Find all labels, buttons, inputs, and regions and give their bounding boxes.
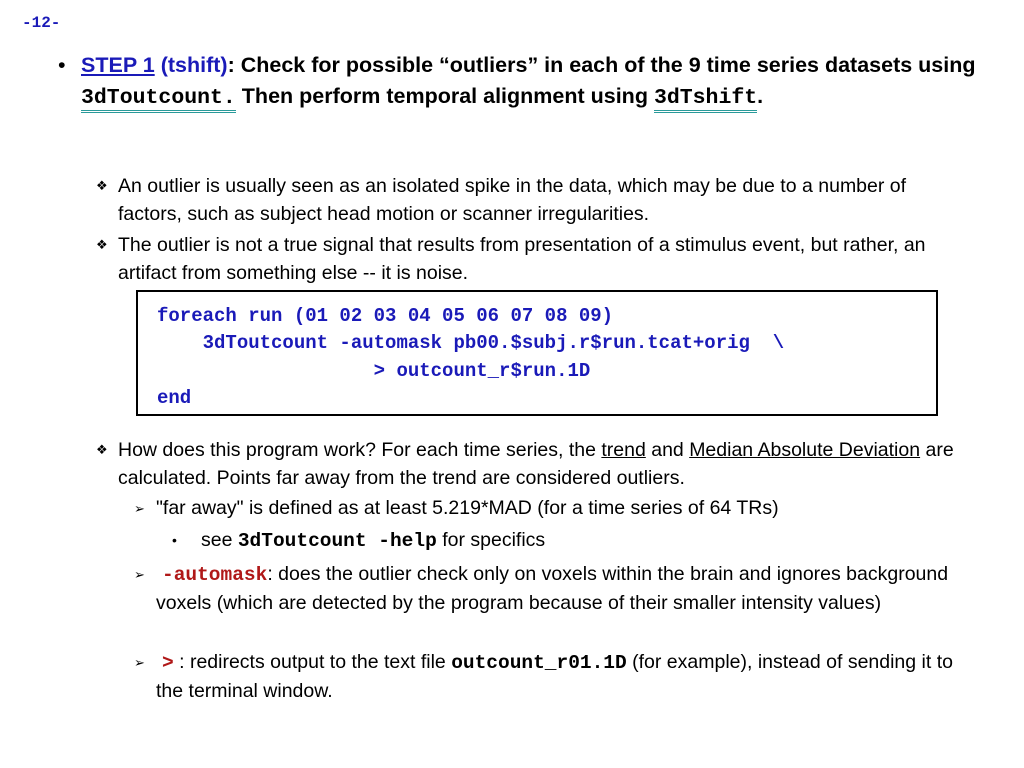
far-away-text: "far away" is defined as at least 5.219*MAD (for a time series of 64 TRs) [156, 497, 779, 519]
diamond-bullet-icon: ❖ [96, 178, 108, 193]
main-colon: : [227, 53, 235, 77]
automask-flag: -automask [162, 564, 268, 586]
how-text-post: are calculated. Points far away from the trend are considered outliers. [118, 439, 954, 489]
sub-bullet-outlier-noise [96, 231, 966, 287]
how-text-and: and [645, 439, 690, 461]
redirect-flag: > [162, 652, 174, 674]
trend-term: trend [601, 439, 646, 461]
main-text-a: Check for possible “outliers” in each of the 9 time series datasets using [234, 53, 976, 77]
sub-bullet-text: The outlier is not a true signal that results from presentation of a stimulus event, but rather, an artifact from something else -- it is noise. [118, 234, 926, 284]
sub-bullet-outlier-def [96, 172, 966, 228]
arrow-bullet-icon: ➢ [134, 501, 145, 516]
redirect-file: outcount_r01.1D [451, 652, 627, 674]
automask-item [134, 560, 969, 617]
automask-text: : does the outlier check only on voxels within the brain and ignores background voxels (which are detected by the program because of their smaller intensity values) [156, 563, 949, 614]
how-text-pre: How does this program work? For each time series, the [118, 439, 602, 461]
redirect-pre: : redirects output to the text file [173, 651, 452, 673]
dot-bullet-icon: • [172, 532, 177, 548]
code-line-1: foreach run (01 02 03 04 05 06 07 08 09) [157, 305, 614, 327]
cmd-3dtshift: 3dTshift [654, 86, 757, 113]
diamond-bullet-icon: ❖ [96, 237, 108, 252]
redirect-item [134, 648, 969, 705]
code-line-4: end [157, 387, 192, 409]
diamond-bullet-icon: ❖ [96, 442, 108, 457]
main-bullet-dot: • [58, 53, 66, 77]
mad-term: Median Absolute Deviation [689, 439, 921, 461]
far-away-item [134, 494, 969, 522]
code-line-2: 3dToutcount -automask pb00.$subj.r$run.tcat+orig \ [157, 332, 785, 354]
main-text-b: Then perform temporal alignment using [235, 84, 654, 108]
main-bullet [58, 50, 978, 114]
tshift-label: (tshift) [160, 53, 228, 77]
see-pre: see [201, 529, 238, 551]
sub-bullet-how-it-works [96, 436, 966, 492]
see-help-item [172, 526, 962, 555]
cmd-help: 3dToutcount -help [237, 530, 437, 552]
main-period: . [757, 84, 764, 108]
redirect-post: (for example), instead of sending it to the terminal window. [156, 651, 953, 702]
step1-link[interactable]: STEP 1 [81, 53, 155, 77]
arrow-bullet-icon: ➢ [134, 567, 145, 582]
arrow-bullet-icon: ➢ [134, 655, 145, 670]
see-post: for specifics [436, 529, 546, 551]
code-line-3: > outcount_r$run.1D [157, 360, 591, 382]
sub-bullet-text: An outlier is usually seen as an isolated spike in the data, which may be due to a number of factors, such as subject head motion or scanner irregularities. [118, 175, 907, 225]
cmd-3dtoutcount: 3dToutcount. [81, 86, 236, 113]
page-number: -12- [22, 14, 61, 32]
code-block [136, 290, 938, 416]
